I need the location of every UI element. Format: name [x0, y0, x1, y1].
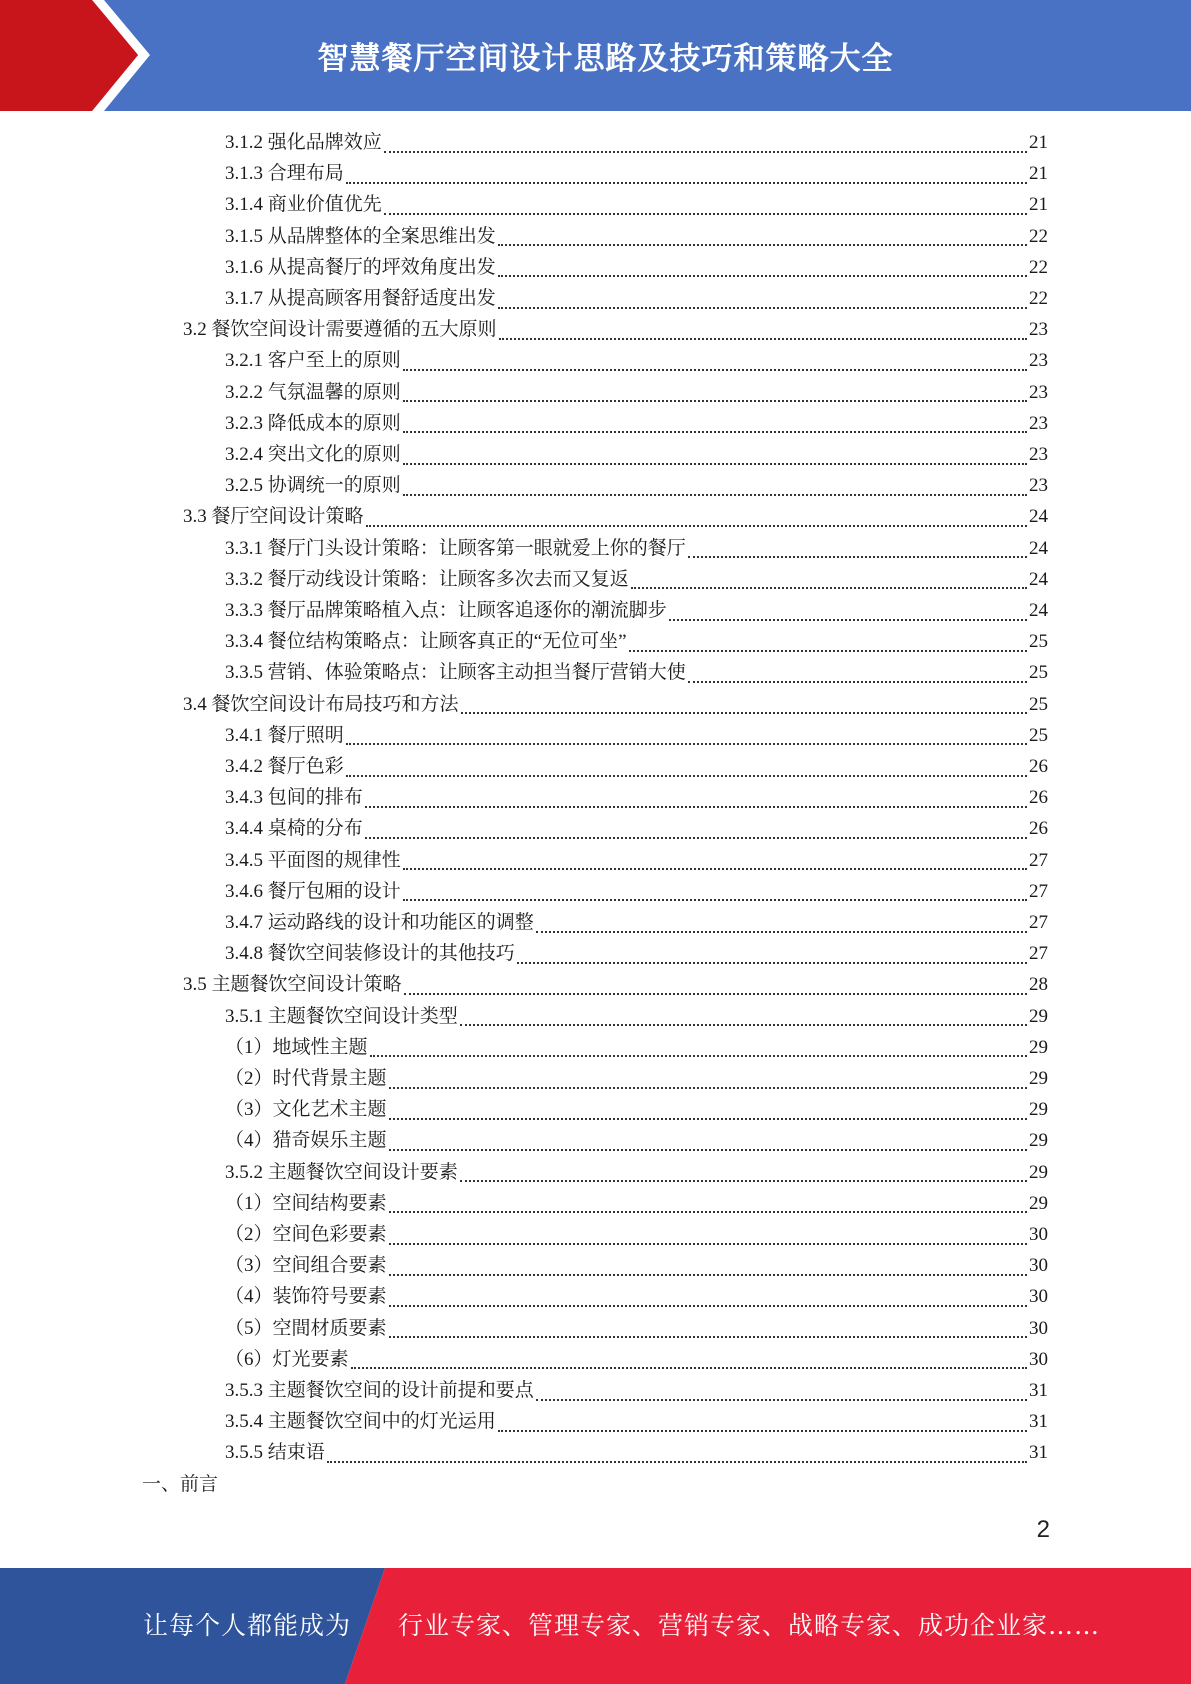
toc-entry-title: （6）灯光要素 — [225, 1348, 349, 1370]
toc-entry-page: 30 — [1029, 1224, 1048, 1245]
toc-entry[interactable] — [225, 720, 1048, 751]
toc-entry-title: （4）装饰符号要素 — [225, 1286, 387, 1308]
toc-entry[interactable] — [225, 626, 1048, 657]
toc-entry-title: 3.5.2 主题餐饮空间设计要素 — [225, 1161, 458, 1183]
toc-entry-page: 23 — [1029, 381, 1048, 403]
toc-entry-title: 3.3.4 餐位结构策略点：让顾客真正的“无位可坐” — [225, 631, 627, 653]
toc-dot-leader — [389, 1305, 1027, 1307]
toc-dot-leader — [389, 1087, 1027, 1089]
toc-entry-title: 3.2 餐饮空间设计需要遵循的五大原则 — [183, 319, 497, 341]
toc-dot-leader — [460, 1180, 1027, 1182]
toc-entry-page: 27 — [1029, 943, 1048, 965]
toc-dot-leader — [403, 400, 1027, 402]
toc-entry-title: 3.2.5 协调统一的原则 — [225, 475, 401, 497]
toc-dot-leader — [403, 868, 1027, 870]
toc-dot-leader — [346, 743, 1027, 745]
toc-entry[interactable] — [225, 1250, 1048, 1281]
document-title: 智慧餐厅空间设计思路及技巧和策略大全 — [317, 41, 894, 77]
toc-dot-leader — [389, 1274, 1027, 1276]
toc-entry-page: 23 — [1029, 350, 1048, 372]
toc-entry-page: 29 — [1029, 1036, 1048, 1058]
toc-entry-page: 26 — [1029, 787, 1048, 809]
toc-entry-page: 22 — [1029, 256, 1048, 278]
toc-entry-title: （1）空间结构要素 — [225, 1192, 387, 1214]
toc-entry[interactable] — [225, 907, 1048, 938]
toc-entry-page: 23 — [1029, 319, 1048, 341]
toc-entry-title: 3.1.5 从品牌整体的全案思维出发 — [225, 225, 496, 247]
toc-entry-page: 27 — [1029, 849, 1048, 871]
toc-entry-title: 3.3.2 餐厅动线设计策略：让顾客多次去而又复返 — [225, 568, 629, 590]
toc-entry-title: 3.2.1 客户至上的原则 — [225, 350, 401, 372]
toc-entry-page: 25 — [1029, 693, 1048, 715]
toc-entry[interactable] — [183, 314, 1048, 345]
toc-entry-title: 3.1.3 合理布局 — [225, 163, 344, 185]
toc-dot-leader — [351, 1367, 1027, 1369]
toc-entry[interactable] — [225, 1313, 1048, 1344]
toc-entry[interactable] — [225, 377, 1048, 408]
toc-dot-leader — [498, 307, 1027, 309]
toc-entry[interactable] — [225, 1032, 1048, 1063]
toc-dot-leader — [631, 587, 1027, 589]
toc-entry-page: 27 — [1029, 880, 1048, 902]
toc-dot-leader — [384, 151, 1027, 153]
toc-entry[interactable] — [225, 938, 1048, 969]
toc-entry[interactable] — [225, 1281, 1048, 1312]
toc-entry-title: 3.4 餐饮空间设计布局技巧和方法 — [183, 693, 459, 715]
toc-entry-title: 3.5.1 主题餐饮空间设计类型 — [225, 1005, 458, 1027]
toc-entry[interactable] — [225, 1344, 1048, 1375]
toc-dot-leader — [536, 1399, 1027, 1401]
toc-entry[interactable] — [225, 876, 1048, 907]
toc-entry-page: 29 — [1029, 1161, 1048, 1183]
toc-entry-title: （2）空间色彩要素 — [225, 1224, 387, 1245]
toc-entry-title: 3.4.5 平面图的规律性 — [225, 849, 401, 871]
toc-dot-leader — [370, 1055, 1027, 1057]
toc-entry-page: 31 — [1029, 1442, 1048, 1464]
toc-entry[interactable] — [225, 845, 1048, 876]
toc-dot-leader — [365, 837, 1027, 839]
toc-entry-page: 23 — [1029, 412, 1048, 434]
toc-entry[interactable] — [225, 283, 1048, 314]
toc-dot-leader — [403, 494, 1027, 496]
toc-dot-leader — [365, 806, 1027, 808]
toc-dot-leader — [629, 650, 1027, 652]
toc-entry-page: 29 — [1029, 1130, 1048, 1152]
toc-entry[interactable] — [225, 221, 1048, 252]
page-footer — [0, 1568, 1191, 1684]
toc-entry-page: 30 — [1029, 1286, 1048, 1308]
toc-entry[interactable] — [225, 1375, 1048, 1406]
toc-entry-title: 3.4.4 桌椅的分布 — [225, 818, 363, 840]
toc-entry[interactable] — [225, 1094, 1048, 1125]
toc-entry-page: 26 — [1029, 818, 1048, 840]
toc-dot-leader — [498, 275, 1027, 277]
toc-entry-page: 31 — [1029, 1411, 1048, 1433]
toc-entry-title: （4）猎奇娱乐主题 — [225, 1130, 387, 1152]
toc-entry-title: 3.1.2 强化品牌效应 — [225, 132, 382, 153]
header-arrow-decoration — [0, 0, 180, 111]
toc-dot-leader — [346, 182, 1027, 184]
toc-entry[interactable] — [225, 1063, 1048, 1094]
toc-dot-leader — [498, 244, 1027, 246]
toc-entry-title: 3.5.3 主题餐饮空间的设计前提和要点 — [225, 1380, 534, 1401]
toc-entry-title: 3.4.1 餐厅照明 — [225, 724, 344, 746]
toc-entry-page: 24 — [1029, 537, 1048, 559]
toc-entry-title: （2）时代背景主题 — [225, 1068, 387, 1089]
toc-entry-page: 29 — [1029, 1005, 1048, 1027]
toc-entry-page: 29 — [1029, 1099, 1048, 1121]
toc-entry[interactable] — [183, 501, 1048, 532]
toc-entry[interactable] — [225, 751, 1048, 782]
toc-entry-page: 22 — [1029, 288, 1048, 309]
toc-entry-page: 31 — [1029, 1380, 1048, 1401]
toc-dot-leader — [460, 1024, 1027, 1026]
toc-entry-title: 3.4.2 餐厅色彩 — [225, 756, 344, 777]
toc-dot-leader — [669, 619, 1027, 621]
toc-entry[interactable] — [225, 1188, 1048, 1219]
toc-entry-page: 21 — [1029, 194, 1048, 216]
toc-dot-leader — [536, 931, 1027, 933]
toc-entry-title: 3.4.7 运动路线的设计和功能区的调整 — [225, 912, 534, 933]
toc-entry-page: 25 — [1029, 662, 1048, 684]
toc-dot-leader — [517, 962, 1027, 964]
footer-slogan-left: 让每个人都能成为 — [143, 1611, 352, 1640]
toc-entry-page: 25 — [1029, 631, 1048, 653]
toc-entry-title: （3）文化艺术主题 — [225, 1099, 387, 1121]
toc-entry-title: （3）空间组合要素 — [225, 1255, 387, 1277]
toc-entry-page: 29 — [1029, 1192, 1048, 1214]
toc-entry-page: 21 — [1029, 132, 1048, 153]
toc-dot-leader — [404, 993, 1027, 995]
toc-entry-page: 28 — [1029, 974, 1048, 996]
toc-dot-leader — [389, 1149, 1027, 1151]
toc-entry[interactable] — [225, 127, 1048, 158]
toc-entry[interactable] — [225, 1157, 1048, 1188]
toc-dot-leader — [366, 525, 1027, 527]
toc-dot-leader — [384, 213, 1027, 215]
toc-dot-leader — [327, 1461, 1027, 1463]
toc-entry-title: 3.3.1 餐厅门头设计策略：让顾客第一眼就爱上你的餐厅 — [225, 537, 686, 559]
toc-entry[interactable] — [225, 252, 1048, 283]
toc-entry[interactable] — [225, 189, 1048, 220]
toc-entry-title: 3.3 餐厅空间设计策略 — [183, 506, 364, 528]
toc-entry[interactable] — [225, 813, 1048, 844]
toc-entry-title: 3.1.4 商业价值优先 — [225, 194, 382, 216]
toc-entry[interactable] — [225, 1437, 1048, 1468]
toc-dot-leader — [688, 556, 1027, 558]
toc-entry[interactable] — [225, 1001, 1048, 1032]
toc-entry-page: 25 — [1029, 724, 1048, 746]
toc-dot-leader — [346, 775, 1027, 777]
toc-entry-page: 22 — [1029, 225, 1048, 247]
toc-dot-leader — [389, 1118, 1027, 1120]
toc-entry-title: 3.2.2 气氛温馨的原则 — [225, 381, 401, 403]
toc-dot-leader — [461, 712, 1027, 714]
toc-entry[interactable] — [225, 408, 1048, 439]
toc-entry-page: 23 — [1029, 444, 1048, 465]
toc-dot-leader — [498, 1430, 1027, 1432]
toc-entry-title: 3.3.5 营销、体验策略点：让顾客主动担当餐厅营销大使 — [225, 662, 686, 684]
toc-entry-page: 23 — [1029, 475, 1048, 497]
toc-dot-leader — [389, 1243, 1027, 1245]
toc-entry[interactable] — [225, 595, 1048, 626]
toc-entry-page: 29 — [1029, 1068, 1048, 1089]
toc-entry-title: 3.3.3 餐厅品牌策略植入点：让顾客追逐你的潮流脚步 — [225, 600, 667, 621]
toc-entry[interactable] — [225, 470, 1048, 501]
toc-entry-page: 30 — [1029, 1317, 1048, 1339]
toc-entry-title: 3.1.7 从提高顾客用餐舒适度出发 — [225, 288, 496, 309]
toc-entry-page: 24 — [1029, 568, 1048, 590]
toc-entry[interactable] — [225, 1406, 1048, 1437]
toc-entry-page: 24 — [1029, 506, 1048, 528]
section-heading: 一、前言 — [142, 1473, 219, 1495]
toc-dot-leader — [403, 463, 1027, 465]
toc-entry[interactable] — [225, 533, 1048, 564]
toc-dot-leader — [389, 1336, 1027, 1338]
toc-dot-leader — [499, 338, 1027, 340]
toc-entry[interactable] — [225, 657, 1048, 688]
toc-entry-title: 3.2.4 突出文化的原则 — [225, 444, 401, 465]
toc-entry-page: 24 — [1029, 600, 1048, 621]
toc-entry-page: 21 — [1029, 163, 1048, 185]
toc-entry-title: 3.1.6 从提高餐厅的坪效角度出发 — [225, 256, 496, 278]
toc-entry-title: 3.4.3 包间的排布 — [225, 787, 363, 809]
toc-entry-page: 26 — [1029, 756, 1048, 777]
toc-entry-title: 3.4.6 餐厅包厢的设计 — [225, 880, 401, 902]
toc-entry[interactable] — [183, 689, 1048, 720]
toc-entry-title: 3.2.3 降低成本的原则 — [225, 412, 401, 434]
toc-entry[interactable] — [225, 345, 1048, 376]
toc-entry[interactable] — [225, 1125, 1048, 1156]
footer-slogan-right: 行业专家、管理专家、营销专家、战略专家、成功企业家…… — [398, 1611, 1101, 1640]
page-number: 2 — [1036, 1516, 1050, 1543]
toc-entry[interactable] — [225, 564, 1048, 595]
toc-entry[interactable] — [225, 439, 1048, 470]
toc-entry-page: 30 — [1029, 1348, 1048, 1370]
toc-entry-title: 3.5.5 结束语 — [225, 1442, 325, 1464]
toc-entry-title: 3.5.4 主题餐饮空间中的灯光运用 — [225, 1411, 496, 1433]
toc-dot-leader — [403, 899, 1027, 901]
toc-dot-leader — [389, 1211, 1027, 1213]
toc-entry-title: 3.5 主题餐饮空间设计策略 — [183, 974, 402, 996]
toc-entry-page: 27 — [1029, 912, 1048, 933]
toc-entry-title: （5）空間材质要素 — [225, 1317, 387, 1339]
toc-dot-leader — [403, 369, 1027, 371]
toc-entry-page: 30 — [1029, 1255, 1048, 1277]
toc-entry[interactable] — [225, 782, 1048, 813]
toc-dot-leader — [403, 431, 1027, 433]
toc-entry[interactable] — [225, 1219, 1048, 1250]
toc-entry[interactable] — [183, 969, 1048, 1000]
toc-dot-leader — [688, 681, 1027, 683]
toc-entry[interactable] — [225, 158, 1048, 189]
toc-entry-title: 3.4.8 餐饮空间装修设计的其他技巧 — [225, 943, 515, 965]
page-header — [0, 0, 1191, 111]
toc-entry-title: （1）地域性主题 — [225, 1036, 368, 1058]
